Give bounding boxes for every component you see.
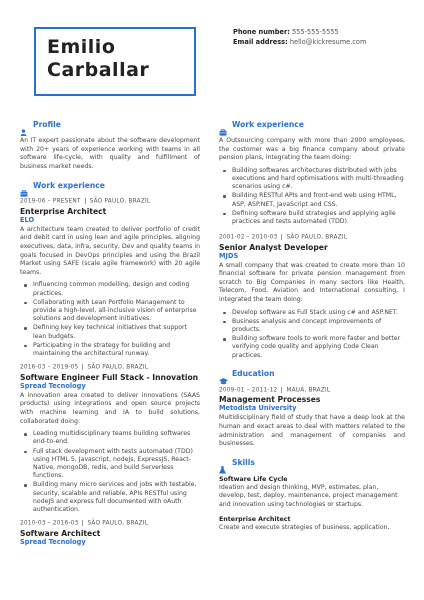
job-location: SÃO PAULO, BRAZIL	[286, 234, 348, 241]
job-role: Enterprise Architect	[20, 206, 107, 216]
job-meta	[20, 364, 200, 371]
education-section	[219, 368, 405, 449]
bullet-item: Building many micro services and jobs with testable, security, scalable and reliable, APIs RESTful using nodeJS and express full documented with oAuth authentication.	[20, 481, 200, 514]
phone-label: Phone number:	[233, 28, 290, 36]
skill-item	[219, 476, 405, 510]
left-work-heading	[20, 179, 200, 191]
education-heading	[219, 368, 405, 380]
left-work-section	[20, 179, 200, 545]
job-company: Spread Tecnology	[20, 381, 86, 390]
last-name: Carballar	[47, 59, 150, 81]
skills-heading	[219, 457, 405, 469]
bullet-item: Building RESTful APIs and front-end web using HTML, ASP, ASP.NET, JavaScript and CSS.	[219, 192, 405, 208]
bullet-item: Influencing common modelling, design and coding practices.	[20, 281, 200, 297]
person-icon	[20, 121, 27, 128]
right-work-heading	[219, 118, 405, 130]
first-name: Emilio	[47, 36, 116, 58]
right-work-section	[219, 118, 405, 360]
job-location: SÃO PAULO, BRAZIL	[87, 364, 149, 371]
bullet-item: Business analysis and concept improvements of products.	[219, 318, 405, 334]
education-meta	[219, 387, 405, 394]
bullet-item: Collaborating with Lean Portfolio Management to provide a high-level, all-inclusive vision of enterprise solutions and development initiatives.	[20, 299, 200, 324]
skills-section	[219, 457, 405, 532]
phone-value: 555-555-5555	[291, 28, 339, 36]
job-description: A small company that was created to create more than 10 financial software for private pension management from scratch to Big Companies in many sectors like Health, Telecom, Food, Aviation and International consulting, I integrated the team doing:	[219, 261, 405, 304]
profile-title: Profile	[33, 119, 61, 129]
bullet-item: Participating in the strategy for building and maintaining the architectural runway.	[20, 342, 200, 358]
job-entry	[20, 520, 200, 546]
job-description: A architecture team created to deliver portfolio of credit and debit card in using lean and agile principles, aligning executives, data, infra, security, Dev and quality teams in goals focused in DevOps principles and using the Brazil Market using SAFE (scale agile framework) with 20 agile teams.	[20, 225, 200, 276]
job-role: Software Architect	[20, 528, 101, 538]
job-dates: 2016-03 – 2019-05	[20, 364, 79, 371]
right-work-title: Work experience	[232, 119, 304, 129]
meta-divider	[82, 520, 83, 526]
job-entry	[219, 234, 405, 360]
job-bullets	[219, 309, 405, 360]
job-description: A Outsourcing company with more than 2000 employees, the customer was a big finance company about private pension plans, integrating the team doing:	[219, 137, 405, 162]
skill-description: Ideation and design thinking, MVP, estimates, plan, develop, test, deploy, maintenance, project management and innovation using technologies or startups.	[219, 483, 398, 508]
education-degree: Management Processes	[219, 395, 321, 405]
job-entry	[20, 198, 200, 358]
phone-row	[233, 27, 366, 37]
job-company: ELO	[20, 215, 35, 224]
bullet-item: Leading multidisciplinary teams building softwares end-to-end.	[20, 430, 200, 446]
job-meta	[20, 520, 200, 527]
graduation-cap-icon	[219, 370, 226, 377]
job-bullets	[219, 167, 405, 226]
education-location: MAUÁ, BRAZIL	[286, 387, 331, 394]
meta-divider	[281, 387, 282, 393]
education-title: Education	[232, 369, 275, 379]
job-role: Senior Analyst Developer	[219, 242, 328, 252]
job-dates: 2010-03 – 2016-03	[20, 520, 79, 527]
skill-description: Create and execute strategies of business, application,	[219, 523, 390, 531]
profile-heading	[20, 118, 200, 130]
education-dates: 2009-01 – 2011-12	[219, 387, 278, 394]
name-box	[34, 27, 196, 96]
left-column	[20, 118, 200, 554]
job-bullets	[20, 281, 200, 358]
contact-info	[233, 27, 366, 47]
education-school: Metodista University	[219, 404, 297, 413]
job-bullets	[20, 430, 200, 514]
email-label: Email address:	[233, 38, 288, 46]
job-company: MJDS	[219, 251, 239, 260]
profile-section	[20, 118, 200, 171]
skills-title: Skills	[232, 458, 255, 468]
skill-item	[219, 516, 405, 533]
job-location: SÃO PAULO, BRAZIL	[89, 198, 151, 205]
email-value: hello@kickresume.com	[289, 38, 367, 46]
job-meta	[219, 234, 405, 241]
bullet-item: Defining key key technical initiatives that support lean budgets.	[20, 324, 200, 340]
meta-divider	[281, 234, 282, 240]
bullet-item: Develop software as Full Stack using c# and ASP.NET.	[219, 309, 405, 317]
skill-title: Enterprise Architect	[219, 515, 291, 523]
right-column	[219, 118, 405, 540]
job-role: Software Engineer Full Stack - Innovation	[20, 372, 199, 382]
job-company: Spread Tecnology	[20, 537, 86, 546]
bullet-item: Building softwares architectures distributed with jobs executions and hard optimisations with multi-threading scenarios using c#.	[219, 167, 405, 192]
job-entry	[20, 364, 200, 514]
briefcase-icon	[20, 182, 27, 189]
job-meta	[20, 198, 200, 205]
bullet-item: Full stack development with tests automated (TDD) using HTML 5, Javascript, nodeJs, ExpressJS, React-Native, mongoDB, redis, and build Serverless functions.	[20, 448, 200, 481]
meta-divider	[85, 198, 86, 204]
job-description: A innovation area created to deliver innovations (SAAS products) using integrations and open source projects with machine learning and IA to build solutions, collaborated doing:	[20, 391, 200, 425]
meta-divider	[82, 364, 83, 370]
briefcase-icon	[219, 121, 226, 128]
skill-title: Software Life Cycle	[219, 475, 288, 483]
email-row	[233, 37, 366, 47]
job-dates: 2019-06 – PRESENT	[20, 198, 81, 205]
flask-icon	[219, 459, 226, 466]
left-work-title: Work experience	[33, 180, 105, 190]
education-description: Multidisciplinary field of study that have a deep look at the human and exact areas to deal with matters related to the administration and management of companies and businesses.	[219, 414, 405, 448]
job-dates: 2001-02 – 2010-03	[219, 234, 278, 241]
job-location: SÃO PAULO, BRAZIL	[87, 520, 149, 527]
bullet-item: Defining software build strategies and applying agile practices and tests automated (TDD).	[219, 210, 405, 226]
profile-text: An IT expert passionate about the software development with 20+ years of experience working with teams in all software life-cycle, with quality and fulfillment of business market needs.	[20, 137, 200, 170]
bullet-item: Building software tools to work more faster and better verifying code quality and applying Code Clean practices.	[219, 335, 405, 360]
